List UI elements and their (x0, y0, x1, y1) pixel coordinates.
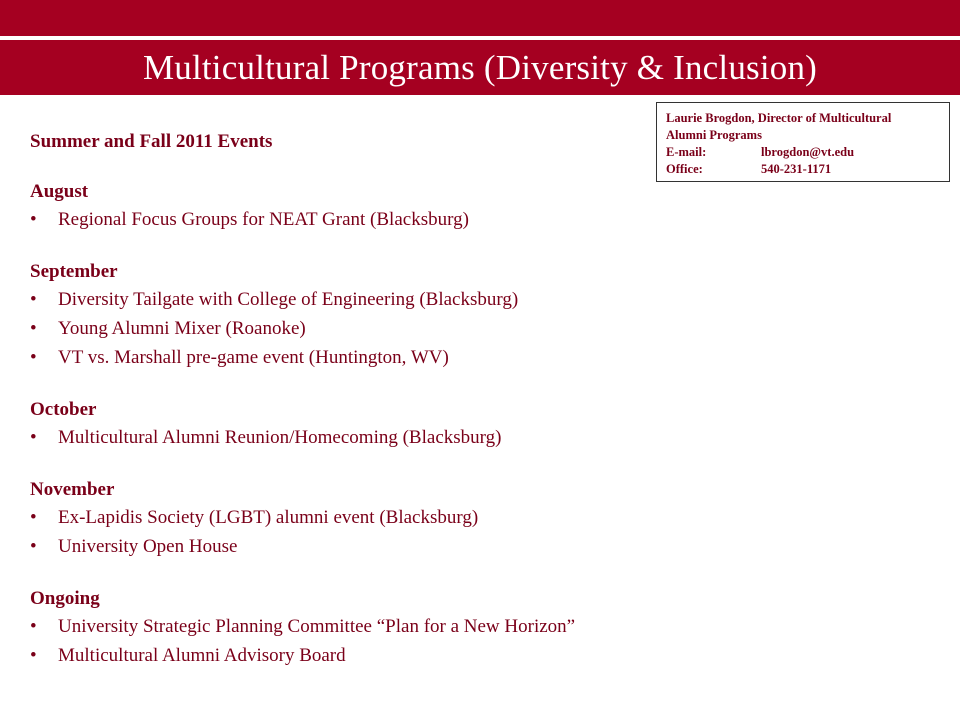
contact-name-line2: Alumni Programs (666, 128, 762, 142)
bullet-icon: • (30, 536, 37, 557)
title-banner (0, 40, 960, 95)
month-heading: October (30, 399, 97, 420)
month-heading: September (30, 261, 118, 282)
bullet-icon: • (30, 318, 37, 339)
list-item (30, 503, 650, 532)
list-item (30, 532, 650, 561)
bullet-icon: • (30, 645, 37, 666)
list-item (30, 641, 650, 670)
office-value: 540-231-1171 (761, 162, 832, 176)
section-august (30, 179, 650, 234)
list-item (30, 314, 650, 343)
list-item (30, 285, 650, 314)
bullet-icon: • (30, 289, 37, 310)
page-title: Multicultural Programs (Diversity & Inclusion) (142, 47, 818, 87)
section-september (30, 259, 650, 372)
list-item (30, 343, 650, 372)
bullet-icon: • (30, 616, 37, 637)
item-text: Multicultural Alumni Reunion/Homecoming (Blacksburg) (58, 427, 502, 448)
bullet-icon: • (30, 347, 37, 368)
email-value[interactable]: lbrogdon@vt.edu (761, 145, 855, 159)
list-item (30, 423, 650, 452)
bullet-icon: • (30, 209, 37, 230)
email-label: E-mail: (666, 145, 707, 159)
section-november (30, 477, 650, 561)
events-heading: Summer and Fall 2011 Events (30, 131, 273, 152)
month-heading: Ongoing (30, 588, 100, 609)
item-text: University Open House (58, 536, 238, 557)
top-banner (0, 0, 960, 36)
section-october (30, 397, 650, 452)
item-text: Regional Focus Groups for NEAT Grant (Blacksburg) (58, 209, 469, 230)
list-item (30, 205, 650, 234)
month-heading: August (30, 181, 89, 202)
item-text: VT vs. Marshall pre-game event (Huntington, WV) (58, 347, 449, 368)
contact-box (656, 102, 950, 182)
item-text: Multicultural Alumni Advisory Board (58, 645, 346, 666)
month-heading: November (30, 479, 115, 500)
contact-office-row (666, 161, 940, 178)
bullet-icon: • (30, 507, 37, 528)
contact-email-row (666, 144, 940, 161)
item-text: Young Alumni Mixer (Roanoke) (58, 318, 306, 339)
list-item (30, 612, 650, 641)
item-text: Ex-Lapidis Society (LGBT) alumni event (Blacksburg) (58, 507, 479, 528)
contact-name-line1: Laurie Brogdon, Director of Multicultural (666, 111, 892, 125)
item-text: Diversity Tailgate with College of Engineering (Blacksburg) (58, 289, 519, 310)
item-text: University Strategic Planning Committee “Plan for a New Horizon” (58, 616, 576, 637)
events-content (30, 128, 650, 670)
office-label: Office: (666, 162, 703, 176)
bullet-icon: • (30, 427, 37, 448)
section-ongoing (30, 586, 650, 670)
